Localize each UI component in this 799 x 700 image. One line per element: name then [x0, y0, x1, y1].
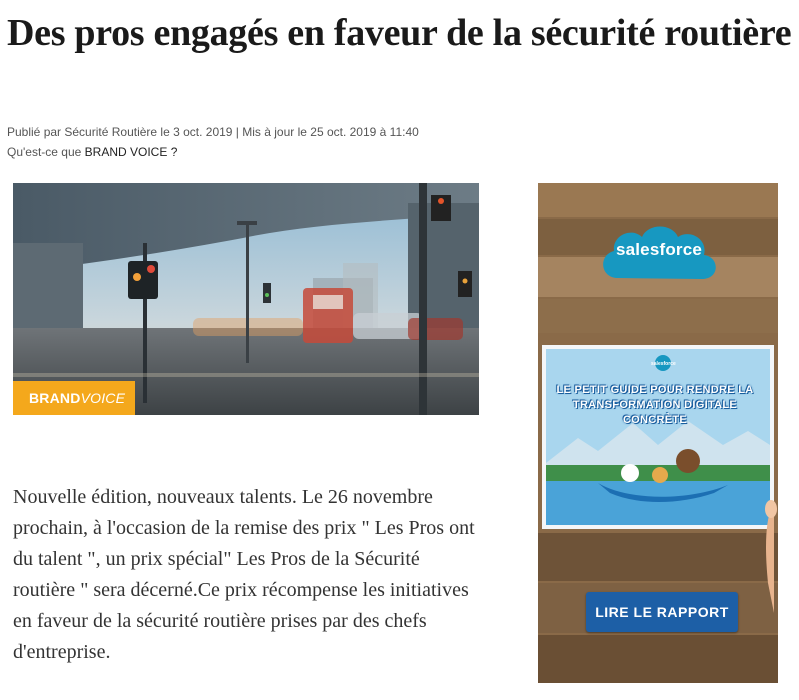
guide-small-logo: salesforce: [651, 361, 676, 367]
salesforce-logo-text: salesforce: [615, 240, 703, 259]
guide-title: LE PETIT GUIDE POUR RENDRE LA TRANSFORMATION DIGITALE CONCRÈTE: [556, 384, 754, 426]
brandvoice-badge: [13, 381, 135, 415]
brand-voice-link[interactable]: BRAND VOICE ?: [84, 145, 178, 159]
brand-question-prefix: Qu'est-ce que: [7, 145, 85, 159]
article-title: Des pros engagés en faveur de la sécurité routière: [7, 12, 792, 54]
badge-brand: BRAND: [29, 390, 81, 406]
brand-voice-question: [7, 142, 419, 162]
badge-voice: VOICE: [80, 390, 126, 406]
salesforce-ad[interactable]: [538, 183, 778, 683]
read-report-button[interactable]: LIRE LE RAPPORT: [586, 592, 738, 632]
hero-image: [13, 183, 479, 415]
publish-info: Publié par Sécurité Routière le 3 oct. 2019 | Mis à jour le 25 oct. 2019 à 11:40: [7, 125, 419, 139]
article-body: Nouvelle édition, nouveaux talents. Le 26 novembre prochain, à l'occasion de la remise des prix " Les Pros ont du talent ", un prix spécial" Les Pros de la Sécurité routière " sera décerné.Ce prix récompense les initiatives en faveur de la sécurité routière prises par des chefs d'entreprise.: [13, 486, 475, 663]
article-meta: [7, 122, 419, 162]
